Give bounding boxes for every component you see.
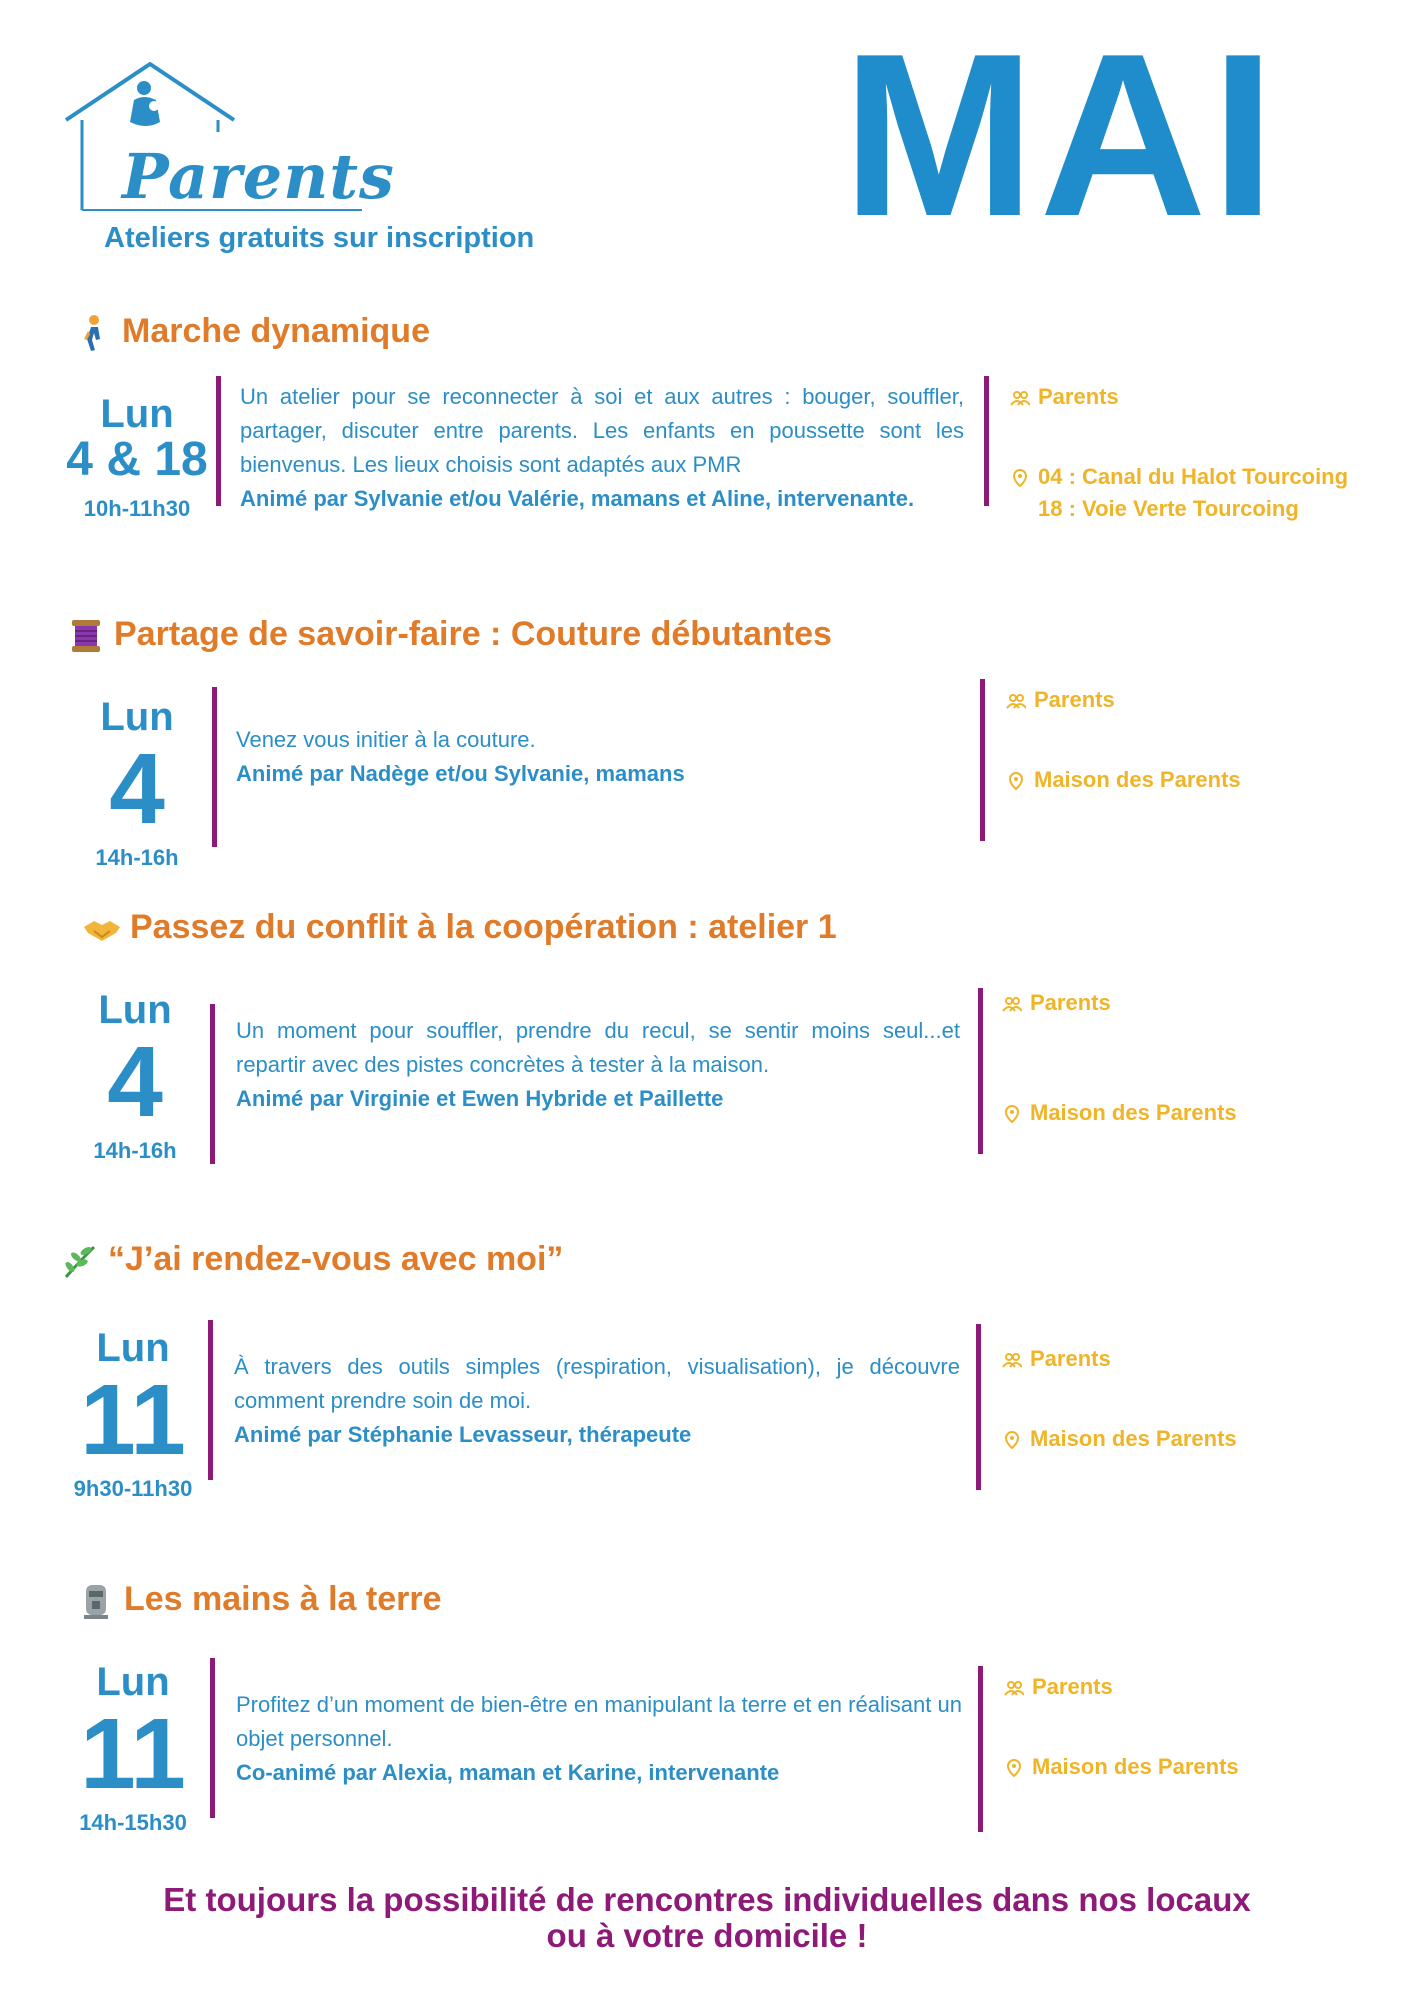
day-number: 11 [80, 1364, 186, 1476]
workshop-animator: Animé par Stéphanie Levasseur, thérapeute [234, 1422, 692, 1447]
workshop-description: Un moment pour souffler, prendre du recul, se sentir moins seul...et repartir avec des pistes concrètes à tester à la maison. Animé par Virginie et Ewen Hybride et Paillette [236, 1014, 960, 1116]
audience-row: Parents [1006, 687, 1115, 713]
location-pin-icon [1002, 1430, 1022, 1450]
divider-bar [978, 1666, 983, 1832]
day-number: 4 & 18 [66, 433, 208, 486]
location-row: 04 : Canal du Halot Tourcoing [1010, 464, 1348, 490]
workshop-date [58, 1326, 208, 1502]
day-of-week: Lun [100, 392, 174, 436]
divider-bar [212, 687, 217, 847]
day-number: 4 [109, 733, 165, 845]
people-icon [1002, 1350, 1022, 1370]
time-range: 14h-16h [95, 845, 179, 870]
location-row-2: 18 : Voie Verte Tourcoing [1038, 496, 1299, 521]
handshake-icon [82, 909, 122, 949]
workshop-date [60, 988, 210, 1164]
people-icon [1010, 388, 1030, 408]
workshop-title: Passez du conflit à la coopération : atelier 1 [82, 908, 837, 949]
day-of-week: Lun [96, 1660, 170, 1704]
logo-wordmark: Parents [122, 140, 395, 213]
audience-row: Parents [1002, 990, 1111, 1016]
location-pin-icon [1010, 468, 1030, 488]
workshop-description: Venez vous initier à la couture. Animé par Nadège et/ou Sylvanie, mamans [236, 723, 976, 791]
day-of-week: Lun [100, 695, 174, 739]
divider-bar [216, 376, 221, 506]
divider-bar [210, 1658, 215, 1818]
day-of-week: Lun [96, 1326, 170, 1370]
workshop-animator: Animé par Nadège et/ou Sylvanie, mamans [236, 761, 685, 786]
location-pin-icon [1004, 1758, 1024, 1778]
people-icon [1006, 691, 1026, 711]
location-row: Maison des Parents [1006, 767, 1241, 793]
workshop-animator: Co-animé par Alexia, maman et Karine, intervenante [236, 1760, 780, 1785]
workshop-title: Les mains à la terre [76, 1580, 442, 1621]
month-title: MAI [842, 6, 1280, 265]
workshop-description: Profitez d’un moment de bien-être en manipulant la terre et en réalisant un objet personnel. Co-animé par Alexia, maman et Karine, intervenante [236, 1688, 962, 1790]
workshop-animator: Animé par Virginie et Ewen Hybride et Paillette [236, 1086, 724, 1111]
day-number: 11 [80, 1698, 186, 1810]
people-icon [1004, 1678, 1024, 1698]
divider-bar [984, 376, 989, 506]
walking-person-icon [74, 313, 114, 353]
workshop-description: À travers des outils simples (respiration, visualisation), je découvre comment prendre soin de moi. Animé par Stéphanie Levasseur, thérapeute [234, 1350, 960, 1452]
audience-row: Parents [1002, 1346, 1111, 1372]
workshop-date [62, 695, 212, 871]
clay-figure-icon [76, 1581, 116, 1621]
workshop-title: Partage de savoir-faire : Couture débutantes [66, 615, 832, 656]
location-row: Maison des Parents [1004, 1754, 1239, 1780]
workshop-title: “J’ai rendez-vous avec moi” [60, 1240, 563, 1281]
time-range: 10h-11h30 [83, 496, 191, 521]
footer-note [0, 1882, 1414, 1954]
day-of-week: Lun [98, 988, 172, 1032]
audience-row: Parents [1004, 1674, 1113, 1700]
workshop-date [62, 392, 212, 522]
location-row: Maison des Parents [1002, 1100, 1237, 1126]
workshop-title: Marche dynamique [74, 312, 430, 353]
location-pin-icon [1002, 1104, 1022, 1124]
people-icon [1002, 994, 1022, 1014]
footer-line-1: Et toujours la possibilité de rencontres individuelles dans nos locaux [163, 1881, 1251, 1918]
divider-bar [976, 1324, 981, 1490]
time-range: 14h-15h30 [79, 1810, 187, 1835]
time-range: 14h-16h [93, 1138, 177, 1163]
footer-line-2: ou à votre domicile ! [546, 1917, 868, 1954]
location-row: Maison des Parents [1002, 1426, 1237, 1452]
workshop-description: Un atelier pour se reconnecter à soi et aux autres : bouger, souffler, partager, discuter entre parents. Les enfants en poussette sont les bienvenus. Les lieux choisis sont adaptés aux PMR Animé par Sylvanie et/ou Valérie, mamans et Aline, intervenante. [240, 380, 964, 516]
location-pin-icon [1006, 771, 1026, 791]
herb-icon [60, 1241, 100, 1281]
subtitle: Ateliers gratuits sur inscription [104, 222, 535, 254]
workshop-animator: Animé par Sylvanie et/ou Valérie, mamans et Aline, intervenante. [240, 486, 915, 511]
workshop-date [58, 1660, 208, 1836]
divider-bar [978, 988, 983, 1154]
divider-bar [980, 679, 985, 841]
thread-spool-icon [66, 616, 106, 656]
day-number: 4 [107, 1026, 163, 1138]
parents-logo [60, 60, 395, 230]
time-range: 9h30-11h30 [73, 1476, 193, 1501]
audience-row: Parents [1010, 384, 1119, 410]
divider-bar [210, 1004, 215, 1164]
divider-bar [208, 1320, 213, 1480]
